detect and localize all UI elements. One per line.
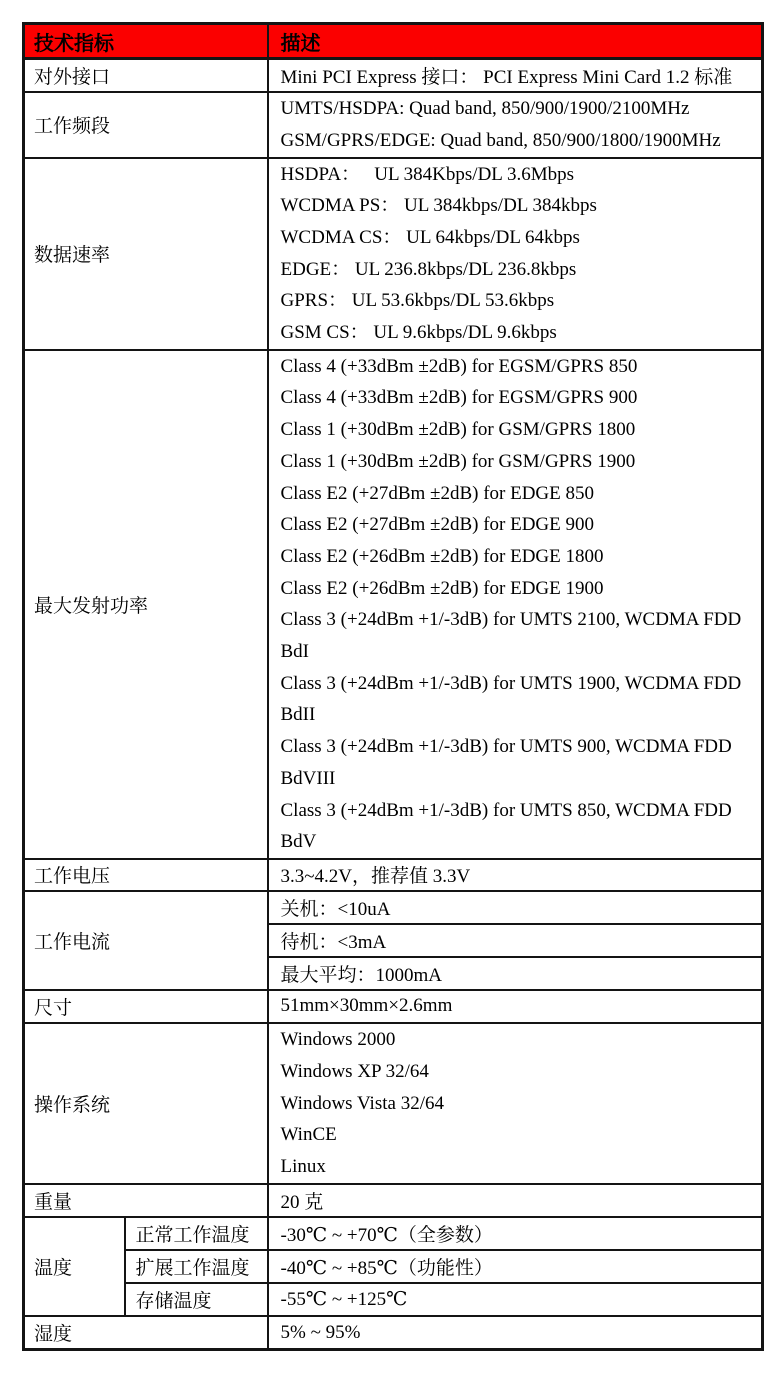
cell-temp-extended-value: -40℃ ~ +85℃（功能性） <box>268 1250 763 1283</box>
cell-interface-value: Mini PCI Express 接口： PCI Express Mini Card 1.2 标准 <box>268 59 763 92</box>
row-label-max-tx-power: 最大发射功率 <box>24 350 268 859</box>
text-line: Class 3 (+24dBm +1/-3dB) for UMTS 850, WCDMA FDD <box>280 799 732 821</box>
cell-current-standby: 待机：<3mA <box>268 924 763 957</box>
row-label-weight: 重量 <box>24 1184 268 1217</box>
text-line: UMTS/HSDPA: Quad band, 850/900/1900/2100MHz <box>280 97 690 119</box>
text-line: Class 3 (+24dBm +1/-3dB) for UMTS 900, WCDMA FDD <box>280 736 732 758</box>
text-line: GPRS： UL 53.6kbps/DL 53.6kbps <box>280 290 555 312</box>
text-line: WinCE <box>280 1124 337 1146</box>
text-line: Class 1 (+30dBm ±2dB) for GSM/GPRS 1900 <box>280 450 636 472</box>
row-label-interface: 对外接口 <box>24 59 268 92</box>
cell-dimensions-value: 51mm×30mm×2.6mm <box>268 990 763 1023</box>
text-line: Class E2 (+26dBm ±2dB) for EDGE 1800 <box>280 545 604 567</box>
row-frequency-bands <box>24 92 763 158</box>
cell-temp-extended-label: 扩展工作温度 <box>125 1250 268 1283</box>
cell-temp-storage-label: 存储温度 <box>125 1283 268 1316</box>
text-line: Class 4 (+33dBm ±2dB) for EGSM/GPRS 900 <box>280 387 638 409</box>
cell-weight-value: 20 克 <box>268 1184 763 1217</box>
header-col-spec: 技术指标 <box>24 24 268 59</box>
text-line: Class 4 (+33dBm ±2dB) for EGSM/GPRS 850 <box>280 355 638 377</box>
row-max-tx-power <box>24 350 763 859</box>
text-line: GSM CS： UL 9.6kbps/DL 9.6kbps <box>280 322 557 344</box>
cell-data-rate-value <box>268 158 763 350</box>
cell-humidity-value: 5% ~ 95% <box>268 1316 763 1350</box>
cell-temp-normal-value: -30℃ ~ +70℃（全参数） <box>268 1217 763 1250</box>
header-col-description: 描述 <box>268 24 763 59</box>
text-line: Windows Vista 32/64 <box>280 1092 444 1114</box>
row-label-dimensions: 尺寸 <box>24 990 268 1023</box>
row-label-data-rate: 数据速率 <box>24 158 268 350</box>
row-label-os: 操作系统 <box>24 1023 268 1184</box>
text-line: Windows XP 32/64 <box>280 1060 429 1082</box>
row-dimensions <box>24 990 763 1023</box>
text-line: Class 3 (+24dBm +1/-3dB) for UMTS 2100, WCDMA FDD <box>280 609 742 631</box>
cell-voltage-value: 3.3~4.2V，推荐值 3.3V <box>268 859 763 891</box>
row-weight <box>24 1184 763 1217</box>
text-line: Class E2 (+27dBm ±2dB) for EDGE 900 <box>280 514 595 536</box>
text-line: BdV <box>280 831 317 853</box>
cell-temp-normal-label: 正常工作温度 <box>125 1217 268 1250</box>
row-label-humidity: 湿度 <box>24 1316 268 1350</box>
text-line: EDGE： UL 236.8kbps/DL 236.8kbps <box>280 258 577 280</box>
text-line: GSM/GPRS/EDGE: Quad band, 850/900/1800/1900MHz <box>280 129 721 151</box>
text-line: WCDMA CS： UL 64kbps/DL 64kbps <box>280 226 580 248</box>
cell-temp-storage-value: -55℃ ~ +125℃ <box>268 1283 763 1316</box>
text-line: Class 1 (+30dBm ±2dB) for GSM/GPRS 1800 <box>280 419 636 441</box>
cell-current-max-avg: 最大平均：1000mA <box>268 957 763 990</box>
row-operating-current <box>24 891 763 924</box>
text-line: Class 3 (+24dBm +1/-3dB) for UMTS 1900, WCDMA FDD <box>280 672 742 694</box>
row-label-voltage: 工作电压 <box>24 859 268 891</box>
text-line: BdVIII <box>280 767 336 789</box>
text-line: HSDPA： UL 384Kbps/DL 3.6Mbps <box>280 163 574 185</box>
text-line: Class E2 (+26dBm ±2dB) for EDGE 1900 <box>280 577 604 599</box>
row-external-interface <box>24 59 763 92</box>
cell-os-value <box>268 1023 763 1184</box>
cell-frequency-value <box>268 92 763 158</box>
row-label-temperature: 温度 <box>24 1217 125 1316</box>
row-operating-system <box>24 1023 763 1184</box>
table-header-row <box>24 24 763 59</box>
text-line: WCDMA PS： UL 384kbps/DL 384kbps <box>280 195 597 217</box>
row-temperature-normal <box>24 1217 763 1250</box>
row-operating-voltage <box>24 859 763 891</box>
cell-max-tx-power-value <box>268 350 763 859</box>
row-temperature-extended <box>24 1250 763 1283</box>
text-line: BdII <box>280 704 316 726</box>
row-data-rate <box>24 158 763 350</box>
text-line: Windows 2000 <box>280 1029 396 1051</box>
row-temperature-storage <box>24 1283 763 1316</box>
text-line: Linux <box>280 1156 326 1178</box>
spec-table <box>22 22 764 1351</box>
text-line: BdI <box>280 641 309 663</box>
row-humidity <box>24 1316 763 1350</box>
row-label-current: 工作电流 <box>24 891 268 990</box>
text-line: Class E2 (+27dBm ±2dB) for EDGE 850 <box>280 482 595 504</box>
row-label-frequency: 工作频段 <box>24 92 268 158</box>
cell-current-off: 关机：<10uA <box>268 891 763 924</box>
